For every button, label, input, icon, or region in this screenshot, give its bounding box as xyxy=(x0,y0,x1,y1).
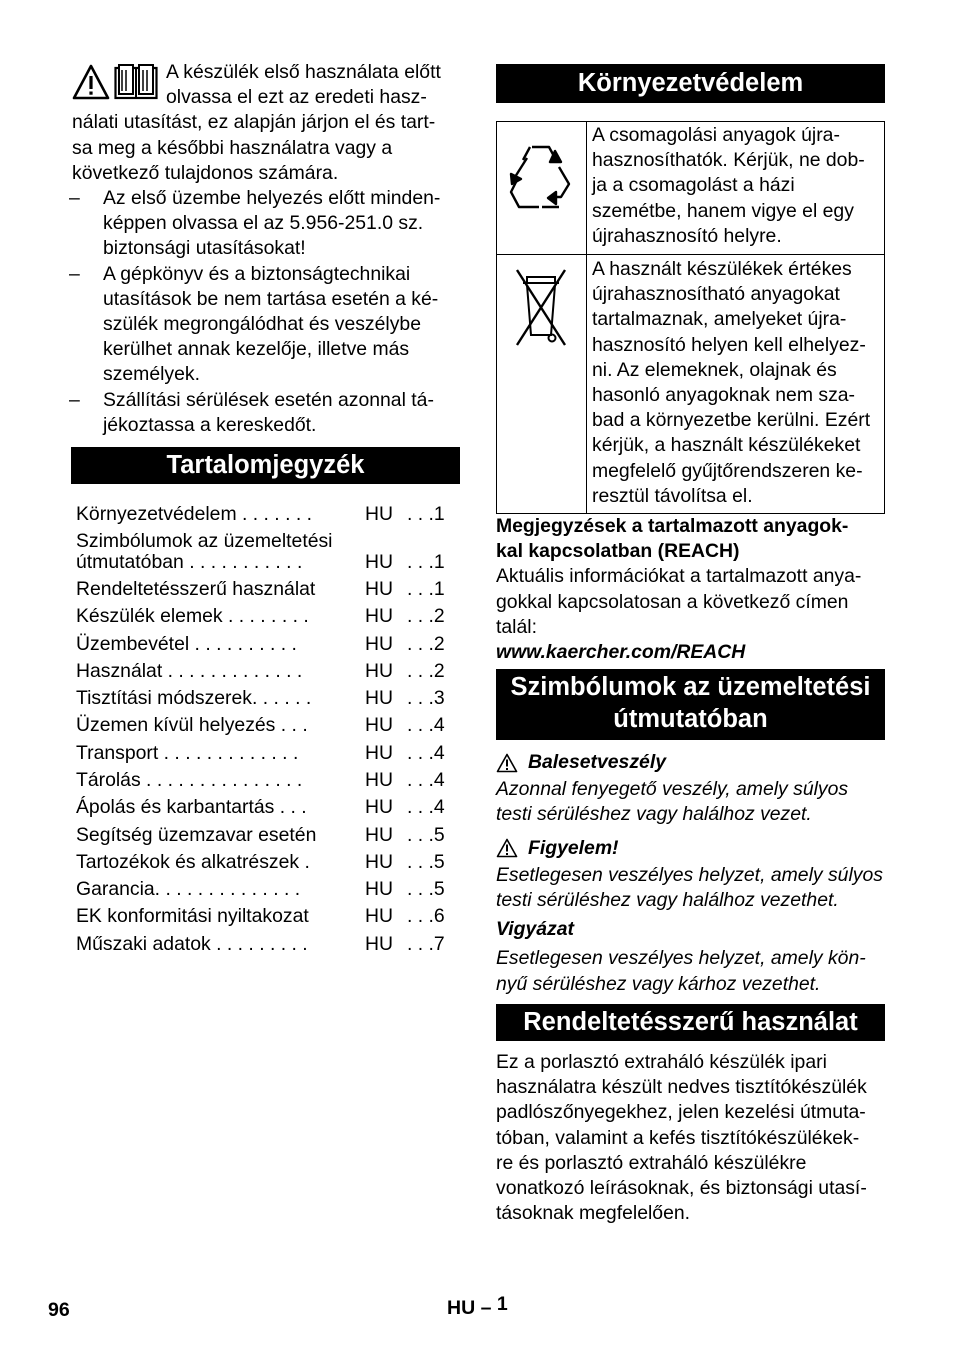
symbol-text-line: Azonnal fenyegető veszély, amely súlyos xyxy=(496,778,849,801)
table-cell xyxy=(497,255,587,514)
toc-lang: HU xyxy=(365,905,394,927)
toc-label: útmutatóban . . . . . . . . . . . xyxy=(76,551,303,573)
toc-label: Garancia. . . . . . . . . . . . . . xyxy=(76,878,301,900)
toc-label: Műszaki adatok . . . . . . . . . xyxy=(76,933,308,955)
toc-lang: HU xyxy=(365,824,394,846)
use-text-line: használatra készült nedves tisztítókészülék xyxy=(496,1076,867,1099)
intro-line: sa meg a későbbi használatra vagy a xyxy=(72,136,393,159)
symbol-title: Vigyázat xyxy=(496,918,574,941)
list-item xyxy=(69,186,460,262)
toc-label: Ápolás és karbantartás . . . xyxy=(76,796,307,818)
crossed-bin-icon xyxy=(497,255,586,508)
toc-row[interactable] xyxy=(76,631,456,657)
toc-page: . . .3 xyxy=(407,687,445,709)
toc-page: . . .2 xyxy=(407,660,445,682)
symbols-section xyxy=(496,750,888,997)
toc-lang: HU xyxy=(365,878,394,900)
toc-label: Készülék elemek . . . . . . . . xyxy=(76,605,309,627)
reach-heading: Megjegyzések a tartalmazott anyagok- xyxy=(496,515,849,537)
toc-page: . . .1 xyxy=(407,503,445,525)
use-text-line: vonatkozó leírásoknak, és biztonsági utasí- xyxy=(496,1177,867,1200)
environment-table xyxy=(496,121,885,514)
toc-page: . . .6 xyxy=(407,905,445,927)
symbol-title: Figyelem! xyxy=(528,836,619,859)
intro-line: következő tulajdonos számára. xyxy=(72,161,339,184)
bullet-line: kerülhet annak kezelője, illetve más xyxy=(103,338,410,361)
toc-label: Rendeltetésszerű használat xyxy=(76,578,316,600)
toc-row[interactable] xyxy=(76,549,456,575)
toc-row[interactable] xyxy=(76,903,456,929)
table-row xyxy=(497,122,885,255)
symbol-text-line: testi sérüléshez vagy halálhoz vezet. xyxy=(496,803,812,826)
env-text-line: hasonló anyagoknak nem sza- xyxy=(592,384,856,407)
env-text-line: ja a csomagolást a házi xyxy=(592,174,795,197)
table-of-contents xyxy=(72,501,460,961)
list-item xyxy=(69,388,460,438)
toc-row[interactable] xyxy=(76,767,456,793)
toc-row[interactable] xyxy=(76,712,456,738)
bullet-line: képpen olvassa el az 5.956-251.0 sz. xyxy=(103,212,424,235)
toc-row[interactable] xyxy=(76,740,456,766)
toc-page: . . .5 xyxy=(407,878,445,900)
toc-lang: HU xyxy=(365,633,394,655)
toc-label: Környezetvédelem . . . . . . . xyxy=(76,503,313,525)
intro-line: olvassa el ezt az eredeti hasz- xyxy=(166,86,427,109)
symbol-text-line: testi sérüléshez vagy halálhoz vezethet. xyxy=(496,889,839,912)
toc-row[interactable] xyxy=(76,876,456,902)
bullet-dash: – xyxy=(69,262,80,285)
bullet-dash: – xyxy=(69,388,80,411)
toc-lang: HU xyxy=(365,687,394,709)
toc-label: Üzemen kívül helyezés . . . xyxy=(76,714,308,736)
table-cell xyxy=(587,255,885,514)
toc-page: . . .4 xyxy=(407,714,445,736)
intended-use-section xyxy=(496,1050,888,1226)
toc-row[interactable] xyxy=(76,822,456,848)
reach-text-line: Aktuális információkat a tartalmazott anya- xyxy=(496,565,862,588)
bullet-line: A gépkönyv és a biztonságtechnikai xyxy=(103,262,411,285)
toc-row[interactable] xyxy=(76,658,456,684)
toc-page: . . .4 xyxy=(407,742,445,764)
bullet-line: utasítások be nem tartása esetén a ké- xyxy=(103,287,439,310)
manual-book-icon xyxy=(114,64,158,100)
footer-dash: – xyxy=(480,1297,492,1319)
env-text-line: újrahasznosítható anyagokat xyxy=(592,283,840,306)
env-text-line: szemétbe, hanem vigye el egy xyxy=(592,199,854,222)
reach-link[interactable]: www.kaercher.com/REACH xyxy=(496,641,746,664)
bullet-line: Szállítási sérülések esetén azonnal tá- xyxy=(103,388,434,411)
toc-label: Üzembevétel . . . . . . . . . . xyxy=(76,633,297,655)
symbol-title: Balesetveszély xyxy=(528,751,666,773)
bullet-line: szülék megrongálódhat és veszélybe xyxy=(103,313,421,336)
toc-page: . . .4 xyxy=(407,769,445,791)
bullet-line: Az első üzembe helyezés előtt minden- xyxy=(103,187,441,210)
symbol-heading xyxy=(496,750,888,775)
env-text-line: ni. Az elemeknek, olajnak és xyxy=(592,358,837,381)
toc-lang: HU xyxy=(365,796,394,818)
toc-row[interactable] xyxy=(76,501,456,527)
bullet-line: jékoztassa a kereskedőt. xyxy=(103,413,317,436)
toc-heading: Tartalomjegyzék xyxy=(71,447,460,484)
page-number: 96 xyxy=(48,1299,70,1321)
toc-page: . . .5 xyxy=(407,851,445,873)
toc-label: Tárolás . . . . . . . . . . . . . . . xyxy=(76,769,303,791)
safety-bullet-list xyxy=(69,186,460,438)
warning-triangle-icon xyxy=(496,838,518,858)
bullet-line: személyek. xyxy=(103,363,200,386)
toc-label: Tartozékok és alkatrészek . xyxy=(76,851,310,873)
toc-label: Transport . . . . . . . . . . . . . xyxy=(76,742,299,764)
toc-row[interactable] xyxy=(76,685,456,711)
environment-heading: Környezetvédelem xyxy=(496,64,885,103)
env-text-line: kérjük, a használt készülékeket xyxy=(592,434,861,457)
use-text-line: padlószőnyegekhez, jelen kezelési útmuta- xyxy=(496,1101,866,1124)
env-text-line: resztül távolítsa el. xyxy=(592,484,753,507)
reach-text-line: talál: xyxy=(496,615,537,638)
intro-line: nálati utasítást, ez alapján járjon el és tart- xyxy=(72,111,436,134)
symbols-heading-line: útmutatóban xyxy=(613,705,768,733)
table-cell xyxy=(587,122,885,255)
warning-triangle-icon xyxy=(72,64,110,100)
env-text-line: hasznosító helyen kell elhelyez- xyxy=(592,333,866,356)
footer-page-label xyxy=(447,1293,508,1320)
toc-lang: HU xyxy=(365,605,394,627)
intro-icons xyxy=(72,60,158,100)
env-text-line: hasznosíthatók. Kérjük, ne dob- xyxy=(592,149,865,172)
toc-page: . . .5 xyxy=(407,824,445,846)
table-cell xyxy=(497,122,587,255)
footer-lang: HU xyxy=(447,1297,476,1319)
reach-section xyxy=(496,514,888,665)
toc-label: Tisztítási módszerek. . . . . . xyxy=(76,687,312,709)
toc-page: . . .4 xyxy=(407,796,445,818)
toc-page: . . .2 xyxy=(407,605,445,627)
use-text-line: tóban, valamint a kefés tisztítókészülékek- xyxy=(496,1126,860,1149)
footer-page: 1 xyxy=(496,1293,508,1315)
reach-text-line: gokkal kapcsolatosan a következő címen xyxy=(496,590,849,613)
toc-page: . . .7 xyxy=(407,933,445,955)
toc-page: . . .1 xyxy=(407,578,445,600)
symbol-text-line: Esetlegesen veszélyes helyzet, amely súlyos xyxy=(496,863,883,886)
table-row xyxy=(497,255,885,514)
symbols-heading xyxy=(496,669,885,740)
symbol-text-line: Esetlegesen veszélyes helyzet, amely kön- xyxy=(496,947,866,970)
symbol-text-line: nyű sérüléshez vagy kárhoz vezethet. xyxy=(496,972,821,995)
toc-label: Használat . . . . . . . . . . . . . xyxy=(76,660,303,682)
toc-row[interactable] xyxy=(76,794,456,820)
toc-lang: HU xyxy=(365,660,394,682)
env-text-line: megfelelő gyűjtőrendszeren ke- xyxy=(592,459,863,482)
toc-lang: HU xyxy=(365,714,394,736)
env-text-line: újrahasznosító helyre. xyxy=(592,224,782,247)
toc-page: . . .2 xyxy=(407,633,445,655)
toc-row[interactable] xyxy=(76,576,456,602)
env-text-line: tartalmaznak, amelyeket újra- xyxy=(592,308,847,331)
env-text-line: bad a környezetbe kerülni. Ezért xyxy=(592,409,871,432)
symbol-heading xyxy=(496,836,888,861)
toc-lang: HU xyxy=(365,578,394,600)
toc-label: Segítség üzemzavar esetén xyxy=(76,824,317,846)
use-text-line: re és porlasztó extraháló készülékre xyxy=(496,1151,807,1174)
toc-page: . . .1 xyxy=(407,551,445,573)
bullet-line: biztonsági utasításokat! xyxy=(103,237,306,260)
toc-lang: HU xyxy=(365,933,394,955)
reach-heading: kal kapcsolatban (REACH) xyxy=(496,540,740,563)
toc-lang: HU xyxy=(365,551,394,573)
toc-label: EK konformitási nyiltakozat xyxy=(76,905,309,927)
toc-row[interactable] xyxy=(76,849,456,875)
list-item xyxy=(69,262,460,388)
toc-row[interactable] xyxy=(76,931,456,957)
bullet-dash: – xyxy=(69,187,80,210)
toc-lang: HU xyxy=(365,742,394,764)
toc-lang: HU xyxy=(365,769,394,791)
warning-triangle-icon xyxy=(496,753,518,773)
use-text-line: tásoknak megfelelően. xyxy=(496,1202,691,1225)
toc-row[interactable] xyxy=(76,603,456,629)
toc-label: Szimbólumok az üzemeltetési xyxy=(76,530,333,552)
env-text-line: A csomagolási anyagok újra- xyxy=(592,124,840,146)
recycling-icon xyxy=(497,122,586,249)
toc-lang: HU xyxy=(365,851,394,873)
intended-use-heading: Rendeltetésszerű használat xyxy=(496,1004,885,1041)
intro-line: A készülék első használata előtt xyxy=(166,61,441,83)
use-text-line: Ez a porlasztó extraháló készülék ipari xyxy=(496,1051,827,1073)
intro-paragraph xyxy=(72,60,460,186)
toc-lang: HU xyxy=(365,503,394,525)
env-text-line: A használt készülékek értékes xyxy=(592,258,852,280)
left-column xyxy=(69,60,460,438)
symbols-heading-line: Szimbólumok az üzemeltetési xyxy=(510,673,871,701)
